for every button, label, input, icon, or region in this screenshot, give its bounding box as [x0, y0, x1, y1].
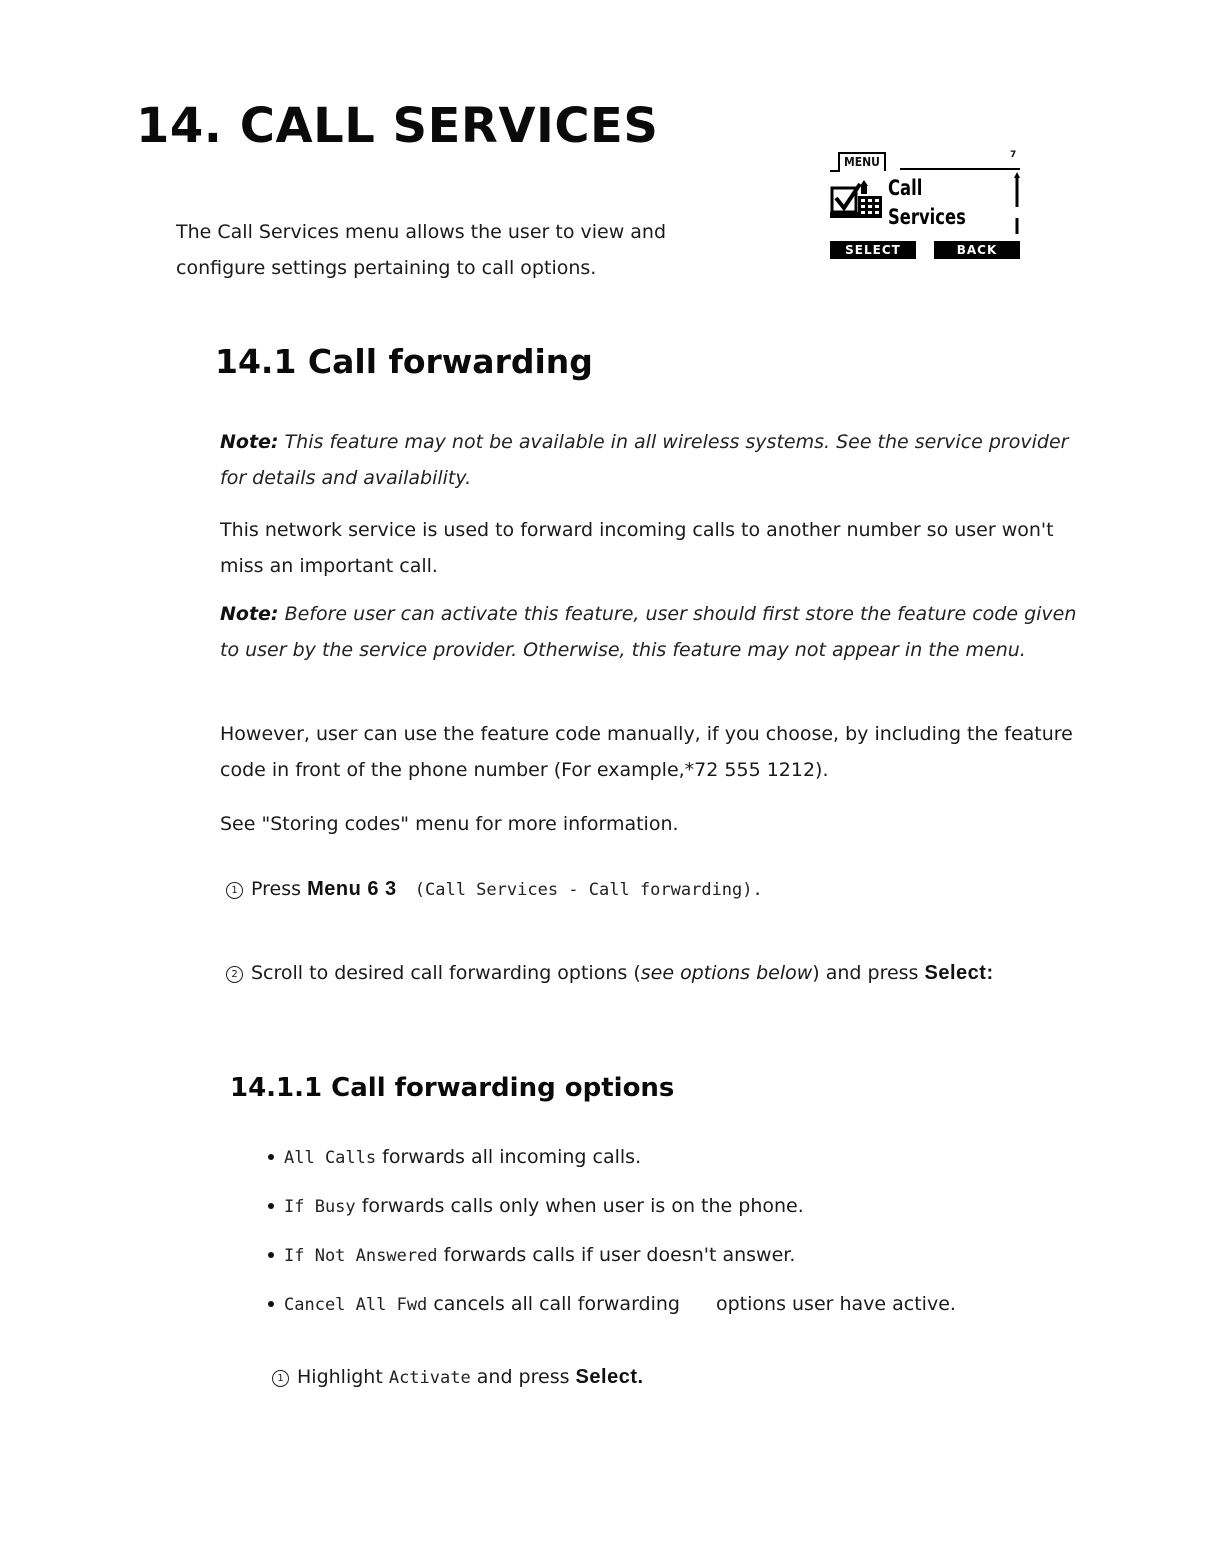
- chapter-intro: The Call Services menu allows the user to view and configure settings pertaining to call options.: [176, 221, 667, 279]
- paragraph-manual-code: However, user can use the feature code manually, if you choose, by including the feature code in front of the phone number (For example,*72 555 1212).: [220, 723, 1073, 781]
- options-reference: options below: [680, 962, 813, 984]
- step-number: 1: [272, 1370, 289, 1387]
- key-sequence: Menu 6 3: [307, 878, 397, 900]
- screen-label-line2: Services: [888, 205, 966, 229]
- chapter-title: 14. CALL SERVICES: [136, 98, 659, 154]
- option-description: cancels all call forwarding: [433, 1293, 680, 1315]
- list-item: [268, 1191, 956, 1240]
- select-softkey: SELECT: [830, 241, 916, 259]
- step-text: Press: [251, 878, 302, 900]
- note-activation: [220, 596, 1100, 668]
- menu-tag: MENU: [838, 152, 886, 171]
- menu-number: 7: [1010, 150, 1017, 160]
- option-description: forwards all incoming calls.: [382, 1146, 642, 1168]
- menu-path: (Call Services - Call forwarding).: [414, 880, 763, 900]
- step-text: Highlight: [297, 1366, 383, 1388]
- subsection-title: 14.1.1 Call forwarding options: [230, 1073, 675, 1103]
- final-step: [272, 1362, 1172, 1393]
- option-description-tail: options user have active.: [715, 1293, 956, 1315]
- note-text: This feature may not be available in all wireless systems. See the service provider for details and availability.: [220, 431, 1069, 489]
- bullet-icon: [268, 1301, 274, 1307]
- note-label: Note:: [220, 431, 279, 453]
- option-description: forwards calls only when user is on the phone.: [361, 1195, 804, 1217]
- options-list: [268, 1142, 956, 1338]
- option-name: All Calls: [284, 1148, 377, 1168]
- note-text: Before user can activate this feature, user should first store the feature code given to user by the service provider. Otherwise, this feature may not appear in the menu.: [220, 603, 1077, 661]
- paragraph-service: This network service is used to forward incoming calls to another number so user won't miss an important call.: [220, 519, 1054, 577]
- option-name: If Not Answered: [284, 1246, 438, 1266]
- list-item: [268, 1289, 956, 1338]
- select-key: Select:: [924, 962, 994, 984]
- paragraph-storing-codes: See "Storing codes" menu for more information.: [220, 813, 679, 835]
- step-number: 2: [226, 966, 243, 983]
- note-label: Note:: [220, 603, 279, 625]
- phone-screen-illustration: [828, 150, 1023, 262]
- step-text: Scroll to desired call forwarding options (: [251, 962, 641, 984]
- bullet-icon: [268, 1203, 274, 1209]
- step-text-and: and press: [476, 1366, 570, 1388]
- activate-item: Activate: [388, 1368, 471, 1388]
- bullet-icon: [268, 1252, 274, 1258]
- call-services-icon: [830, 178, 884, 222]
- scrollbar-icon: [1014, 172, 1020, 236]
- back-softkey: BACK: [934, 241, 1020, 259]
- option-description: forwards calls if user doesn't answer.: [443, 1244, 796, 1266]
- step-1: [226, 874, 1126, 905]
- option-name: Cancel All Fwd: [284, 1295, 428, 1315]
- step-2: [226, 958, 1126, 988]
- see-text: see: [640, 962, 675, 984]
- screen-label-line1: Call: [888, 176, 923, 200]
- list-item: [268, 1142, 956, 1191]
- title-rule: [900, 168, 1020, 170]
- select-key: Select.: [575, 1366, 644, 1388]
- note-availability: [220, 424, 1100, 496]
- step-text-after: ) and press: [812, 962, 919, 984]
- option-name: If Busy: [284, 1197, 356, 1217]
- section-title: 14.1 Call forwarding: [215, 342, 593, 381]
- step-number: 1: [226, 882, 243, 899]
- list-item: [268, 1240, 956, 1289]
- bullet-icon: [268, 1154, 274, 1160]
